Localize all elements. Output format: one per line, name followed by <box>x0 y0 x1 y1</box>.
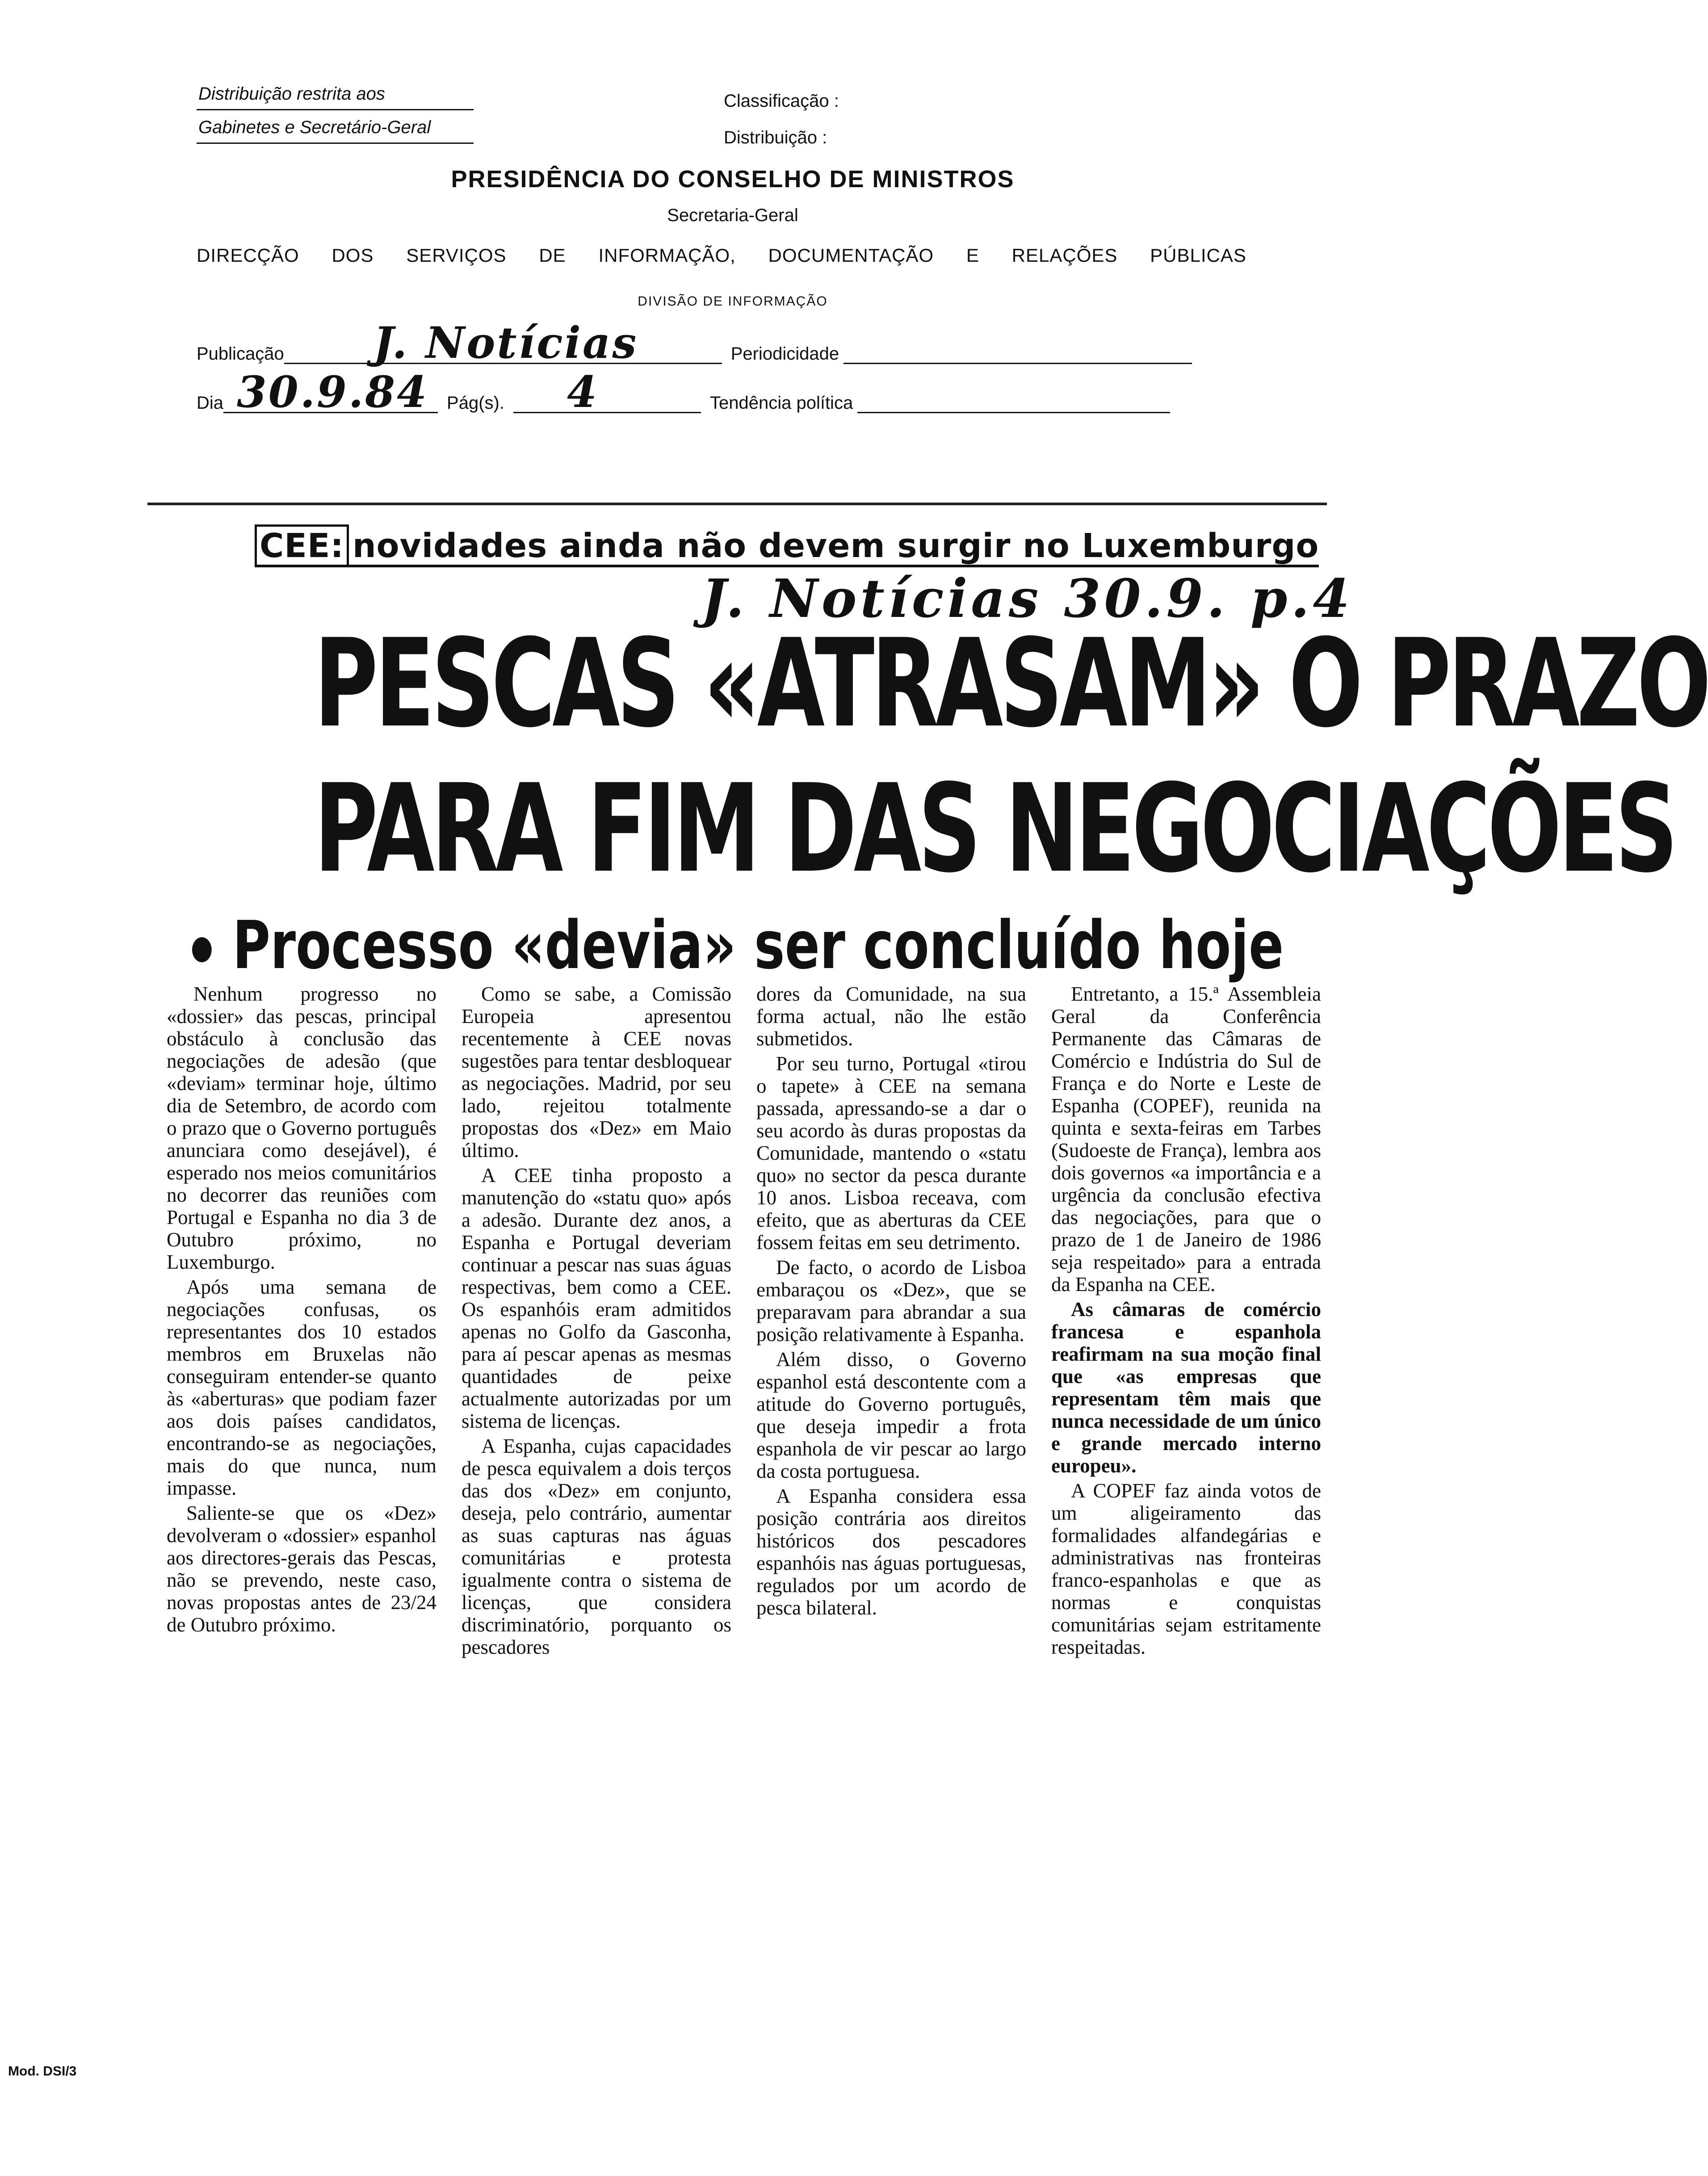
headline-line-2: PARA FIM DAS NEGOCIAÇÕES <box>314 759 1675 900</box>
article-column-3 <box>744 983 1039 2144</box>
article-column-1 <box>154 983 449 2144</box>
paragraph: dores da Comunidade, na sua forma actual, não lhe estão submetidos. <box>756 983 1026 1050</box>
date-row <box>197 367 1246 417</box>
article-deck <box>192 907 1284 984</box>
publicacao-field <box>284 318 722 368</box>
article-column-4 <box>1039 983 1334 2144</box>
paragraph: Além disso, o Governo espanhol está descontente com a atitude do Governo português, que deseja impedir a frota espanhola de vir pescar ao largo da costa portuguesa. <box>756 1348 1026 1482</box>
article-body <box>154 983 1334 2144</box>
direccao-word: INFORMAÇÃO, <box>598 245 736 266</box>
handwritten-source-note: J. Notícias 30.9. p.4 <box>701 567 1353 629</box>
paragraph: As câmaras de comércio francesa e espanhola reafirmam na sua moção final que «as empresas que representam têm mais que nunca necessidade de um único e grande mercado interno europeu». <box>1051 1298 1321 1477</box>
deck-text: Processo «devia» ser concluído hoje <box>232 907 1284 984</box>
kicker-text: novidades ainda não devem surgir no Luxemburgo <box>353 527 1319 565</box>
periodicidade-label: Periodicidade <box>730 344 839 364</box>
kicker-prefix: CEE: <box>255 524 349 567</box>
page-title: PRESIDÊNCIA DO CONSELHO DE MINISTROS <box>451 166 1015 193</box>
publicacao-handwritten: J. Notícias <box>373 318 638 368</box>
paragraph: A COPEF faz ainda votos de um aligeiramento das formalidades alfandegárias e administrativas nas fronteiras franco-espanholas e que as normas e conquistas comunitárias sejam estritamente respeitadas. <box>1051 1480 1321 1658</box>
direccao-word: DIRECÇÃO <box>197 245 299 266</box>
distribution-line-1: Distribuição restrita aos <box>197 80 474 110</box>
dia-field <box>223 367 438 417</box>
publication-row <box>197 318 1246 368</box>
direccao-word: SERVIÇOS <box>406 245 507 266</box>
direccao-line <box>197 245 1246 266</box>
paragraph: Nenhum progresso no «dossier» das pescas, principal obstáculo à conclusão das negociações de adesão (que «deviam» terminar hoje, último dia de Setembro, de acordo com o prazo que o Governo português anunciara como desejável), é esperado nos meios comunitários no decorrer das reuniões com Portugal e Espanha no dia 3 de Outubro próximo, no Luxemburgo. <box>167 983 436 1273</box>
publicacao-label: Publicação <box>197 344 284 364</box>
pags-field <box>513 367 701 417</box>
classificacao-label: Classificação : <box>724 91 839 111</box>
paragraph: De facto, o acordo de Lisboa embaraçou os «Dez», que se preparavam para abrandar a sua posição relativamente à Espanha. <box>756 1256 1026 1346</box>
article-column-2 <box>449 983 744 2144</box>
paragraph: A Espanha considera essa posição contrária aos direitos históricos dos pescadores espanhóis nas águas portuguesas, regulados por um acordo de pesca bilateral. <box>756 1485 1026 1619</box>
paragraph: A Espanha, cujas capacidades de pesca equivalem a dois terços das dos «Dez» em conjunto, deseja, pelo contrário, aumentar as suas capturas nas águas comunitárias e protesta igualmente contra o sistema de licenças, que considera discriminatório, porquanto os pescadores <box>462 1435 731 1658</box>
divisao-label: DIVISÃO DE INFORMAÇÃO <box>638 294 828 309</box>
bullet-icon <box>192 937 212 962</box>
direccao-word: DE <box>539 245 566 266</box>
dia-label: Dia <box>197 393 224 413</box>
tendencia-field <box>857 394 1170 413</box>
page-subtitle: Secretaria-Geral <box>667 205 798 225</box>
dia-handwritten: 30.9.84 <box>237 367 428 417</box>
periodicidade-field <box>844 345 1192 364</box>
article-kicker <box>255 527 1319 567</box>
paragraph: Após uma semana de negociações confusas, os representantes dos 10 estados membros em Bruxelas não conseguiram entender-se quanto às «aberturas» que podiam fazer aos dois países candidatos, encontrando-se as negociações, mais do que nunca, num impasse. <box>167 1276 436 1499</box>
tendencia-label: Tendência política <box>709 393 853 413</box>
paragraph: Entretanto, a 15.ª Assembleia Geral da Conferência Permanente das Câmaras de Comércio e Indústria do Sul de França e do Norte e Leste de Espanha (COPEF), reunida na quinta e sexta-feiras em Tarbes (Sudoeste de França), lembra aos dois governos «a importância e a urgência da conclusão efectiva das negociações, para que o prazo de 1 de Janeiro de 1986 seja respeitado» para a entrada da Espanha na CEE. <box>1051 983 1321 1296</box>
distribution-line-2: Gabinetes e Secretário-Geral <box>197 114 474 144</box>
direccao-word: RELAÇÕES <box>1011 245 1118 266</box>
direccao-word: E <box>966 245 979 266</box>
classification-block <box>724 83 839 156</box>
direccao-word: DOCUMENTAÇÃO <box>768 245 934 266</box>
paragraph: Por seu turno, Portugal «tirou o tapete» à CEE na semana passada, apressando-se a dar o seu acordo às duras propostas da Comunidade, mantendo o «statu quo» no sector da pesca durante 10 anos. Lisboa receava, com efeito, que as aberturas da CEE fossem feitas em seu detrimento. <box>756 1052 1026 1254</box>
direccao-word: PÚBLICAS <box>1150 245 1246 266</box>
paragraph: A CEE tinha proposto a manutenção do «statu quo» após a adesão. Durante dez anos, a Espanha e Portugal deveriam continuar a pescar nas suas águas respectivas, bem como a CEE. Os espanhóis eram admitidos apenas no Golfo da Gasconha, para aí pescar apenas as mesmas quantidades de peixe actualmente autorizadas por um sistema de licenças. <box>462 1164 731 1432</box>
paragraph: Saliente-se que os «Dez» devolveram o «dossier» espanhol aos directores-gerais das Pescas, não se prevendo, neste caso, novas propostas antes de 23/24 de Outubro próximo. <box>167 1502 436 1636</box>
form-code: Mod. DSI/3 <box>8 2064 77 2079</box>
headline-line-1: PESCAS «ATRASAM» O PRAZO <box>314 613 1708 755</box>
paragraph: Como se sabe, a Comissão Europeia apresentou recentemente à CEE novas sugestões para tentar desbloquear as negociações. Madrid, por seu lado, rejeitou totalmente propostas dos «Dez» em Maio último. <box>462 983 731 1161</box>
pags-label: Pág(s). <box>447 393 504 413</box>
restricted-distribution-note <box>197 80 474 147</box>
distribuicao-label: Distribuição : <box>724 128 827 147</box>
direccao-word: DOS <box>332 245 374 266</box>
pags-handwritten: 4 <box>567 367 599 417</box>
